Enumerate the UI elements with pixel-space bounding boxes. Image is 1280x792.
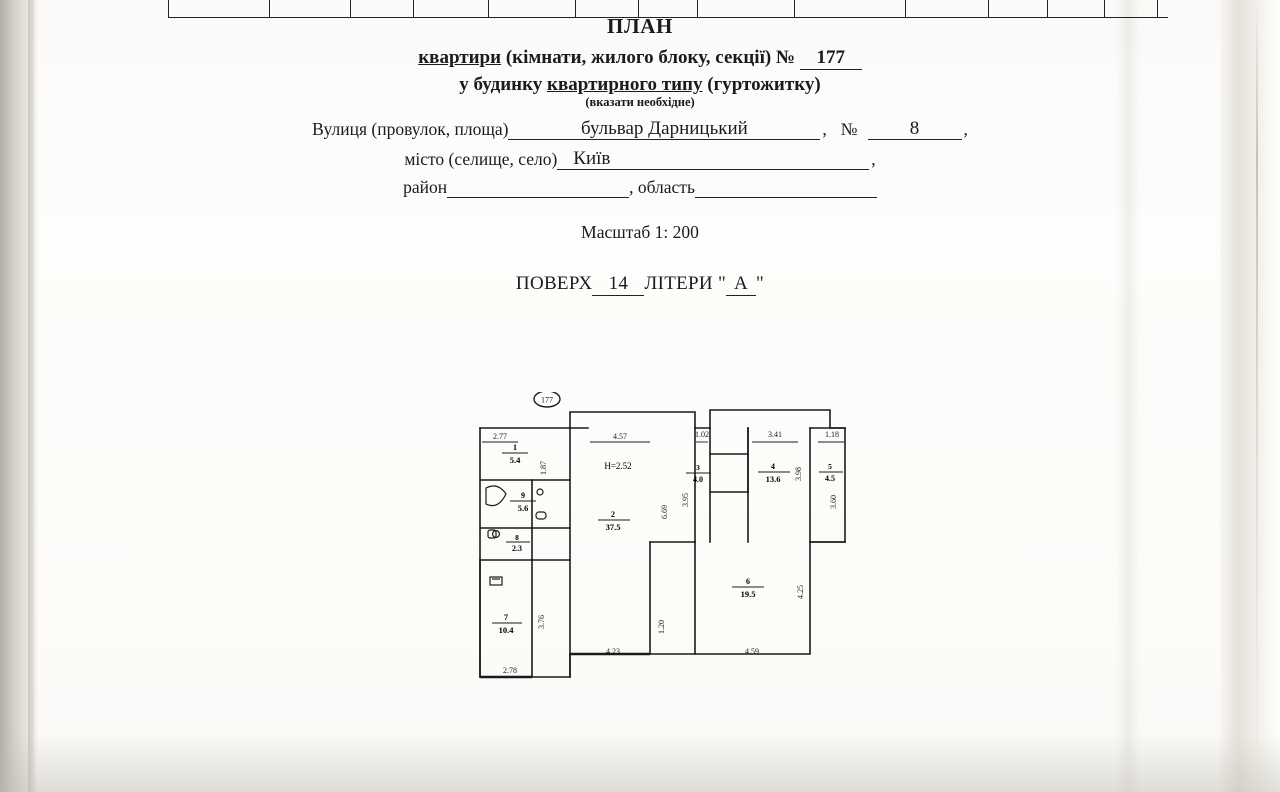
floor-plan	[470, 392, 890, 702]
street-comma: ,	[822, 119, 827, 139]
city-label: місто (селище, село)	[404, 149, 558, 169]
street-value: бульвар Дарницький	[581, 118, 748, 139]
plan-room-8	[506, 533, 530, 553]
letter-close: "	[756, 273, 765, 294]
floor-row	[0, 273, 1280, 296]
svg-text:2.3: 2.3	[512, 544, 522, 553]
district-label: район	[403, 177, 448, 197]
svg-text:8: 8	[515, 533, 519, 542]
subtitle-apartment-rest: (кімнати, жилого блоку, секції) №	[501, 47, 796, 68]
subtitle-building-rest: (гуртожитку)	[702, 74, 821, 95]
subtitle-building	[0, 74, 1280, 96]
svg-text:5.6: 5.6	[517, 503, 529, 513]
document-body	[0, 0, 1280, 296]
svg-text:5.4: 5.4	[509, 455, 521, 465]
plan-room-1	[502, 443, 528, 465]
svg-text:19.5: 19.5	[740, 589, 756, 599]
city-value: Київ	[573, 148, 611, 169]
city-comma: ,	[871, 149, 876, 169]
district-row	[0, 177, 1280, 198]
district-input[interactable]	[447, 197, 629, 198]
svg-text:4: 4	[771, 462, 775, 471]
svg-text:3.60: 3.60	[829, 495, 838, 509]
svg-text:5: 5	[828, 462, 832, 471]
svg-text:3.95: 3.95	[681, 493, 690, 507]
svg-text:13.6: 13.6	[765, 474, 781, 484]
svg-text:4.5: 4.5	[825, 474, 835, 483]
form-hint: (вказати необхідне)	[585, 95, 695, 109]
svg-text:2.78: 2.78	[503, 666, 517, 675]
floor-value[interactable]: 14	[592, 273, 644, 296]
svg-text:4.23: 4.23	[606, 647, 620, 656]
svg-text:4.25: 4.25	[796, 585, 805, 599]
svg-text:4.0: 4.0	[693, 475, 703, 484]
svg-text:3.41: 3.41	[768, 430, 782, 439]
svg-text:3.76: 3.76	[537, 615, 546, 629]
svg-text:2: 2	[611, 510, 615, 519]
region-input[interactable]	[695, 197, 877, 198]
svg-text:37.5: 37.5	[605, 522, 621, 532]
svg-text:3.98: 3.98	[794, 467, 803, 481]
street-row	[0, 117, 1280, 140]
svg-text:10.4: 10.4	[498, 625, 514, 635]
subtitle-apartment-word: квартири	[418, 47, 502, 68]
subtitle-building-underlined: квартирного типу	[547, 74, 703, 95]
svg-text:4.57: 4.57	[613, 432, 627, 441]
letter-value[interactable]: А	[726, 273, 756, 296]
svg-text:1.87: 1.87	[539, 461, 548, 475]
plan-room-7	[492, 613, 522, 635]
svg-text:6: 6	[746, 577, 750, 586]
region-label: , область	[629, 177, 695, 197]
plan-room-3	[686, 463, 711, 484]
svg-text:9: 9	[521, 491, 525, 500]
svg-text:1: 1	[513, 443, 517, 452]
page-title: ПЛАН	[607, 14, 673, 38]
subtitle-apartment	[0, 47, 1280, 70]
plan-room-5	[819, 462, 843, 483]
plan-ceiling-note: H=2.52	[604, 461, 632, 471]
house-number-value: 8	[909, 118, 920, 139]
plan-stamp	[534, 392, 560, 407]
plan-stamp-label: 177	[541, 395, 553, 405]
svg-text:7: 7	[504, 613, 508, 622]
svg-text:6.69: 6.69	[660, 505, 669, 519]
scale-text: Масштаб 1: 200	[581, 222, 699, 242]
street-label: Вулиця (провулок, площа)	[312, 119, 509, 139]
svg-text:3: 3	[696, 463, 700, 472]
svg-text:1.20: 1.20	[657, 620, 666, 634]
letter-label: ЛІТЕРИ "	[644, 273, 727, 294]
house-number-input[interactable]	[868, 117, 962, 140]
house-comma: ,	[963, 119, 968, 139]
apartment-number-field[interactable]: 177	[800, 47, 862, 70]
street-input[interactable]	[508, 117, 820, 140]
city-input[interactable]	[557, 147, 869, 170]
house-number-label: №	[840, 119, 858, 139]
subtitle-building-prefix: у будинку	[459, 74, 548, 95]
svg-text:4.59: 4.59	[745, 647, 759, 656]
floor-label: ПОВЕРХ	[515, 273, 593, 294]
svg-text:1.02: 1.02	[695, 430, 709, 439]
plan-room-2	[598, 510, 630, 532]
svg-text:2.77: 2.77	[493, 432, 507, 441]
page-bottom-shadow	[0, 732, 1280, 792]
svg-text:1.18: 1.18	[825, 430, 839, 439]
city-row	[0, 147, 1280, 170]
plan-room-4	[758, 462, 790, 484]
plan-dimensions	[493, 430, 839, 675]
plan-room-6	[732, 577, 764, 599]
